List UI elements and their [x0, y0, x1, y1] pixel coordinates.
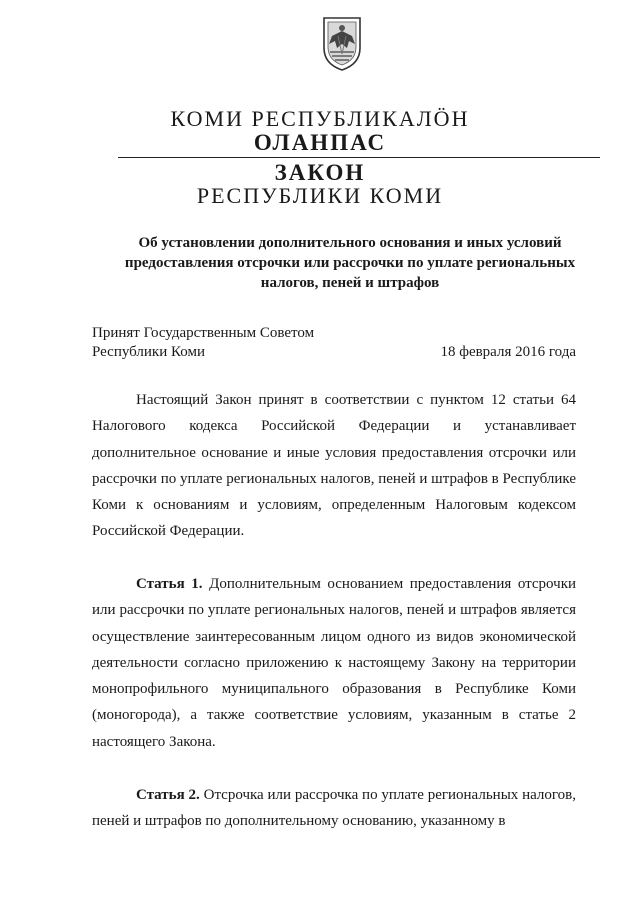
- republic-header: РЕСПУБЛИКИ КОМИ: [196, 183, 444, 208]
- header-divider: [118, 157, 600, 158]
- komi-republic-header: КОМИ РЕСПУБЛИКАЛӦН: [170, 106, 470, 131]
- komi-law-header: ОЛАНПАС: [253, 130, 387, 155]
- adoption-body: [92, 324, 314, 362]
- article-1-text: Дополнительным основанием предоставления отсрочки или рассрочки по уплате региональных налогов, пеней и штрафов является осуществление заинтересованным лицом одного из видов экономической деятельности согласно приложению к настоящему Закону на территории монопрофильного муниципального образования в Республике Коми (моногорода), а также соответствие условиям, указанным в статье 2 настоящего Закона.: [92, 576, 577, 750]
- article-2-text: Отсрочка или рассрочка по уплате региональных налогов, пеней и штрафов по дополнительному основанию, указанному в: [92, 787, 577, 830]
- adoption-date: 18 февраля 2016 года: [440, 344, 576, 360]
- article-1-paragraph: [92, 571, 576, 755]
- article-2-paragraph: [92, 782, 576, 835]
- law-title-line: Об установлении дополнительного основания и иных условий: [138, 235, 562, 251]
- article-1-label: Статья 1.: [136, 576, 203, 592]
- law-title: [100, 233, 600, 293]
- coat-of-arms-icon: [320, 14, 364, 72]
- preamble-paragraph: Настоящий Закон принят в соответствии с пунктом 12 статьи 64 Налогового кодекса Российской Федерации и устанавливает дополнительное основание и иные условия предоставления отсрочки или рассрочки по уплате региональных налогов, пеней и штрафов в Республике Коми к основаниям и условиям, определенным Налоговым кодексом Российской Федерации.: [92, 392, 576, 540]
- law-title-line: налогов, пеней и штрафов: [260, 275, 440, 291]
- law-title-line: предоставления отсрочки или рассрочки по уплате региональных: [124, 255, 576, 271]
- adoption-line: Принят Государственным Советом: [92, 325, 315, 341]
- article-2-label: Статья 2.: [136, 787, 200, 803]
- adoption-line: Республики Коми: [92, 344, 205, 360]
- law-header: ЗАКОН: [274, 160, 366, 185]
